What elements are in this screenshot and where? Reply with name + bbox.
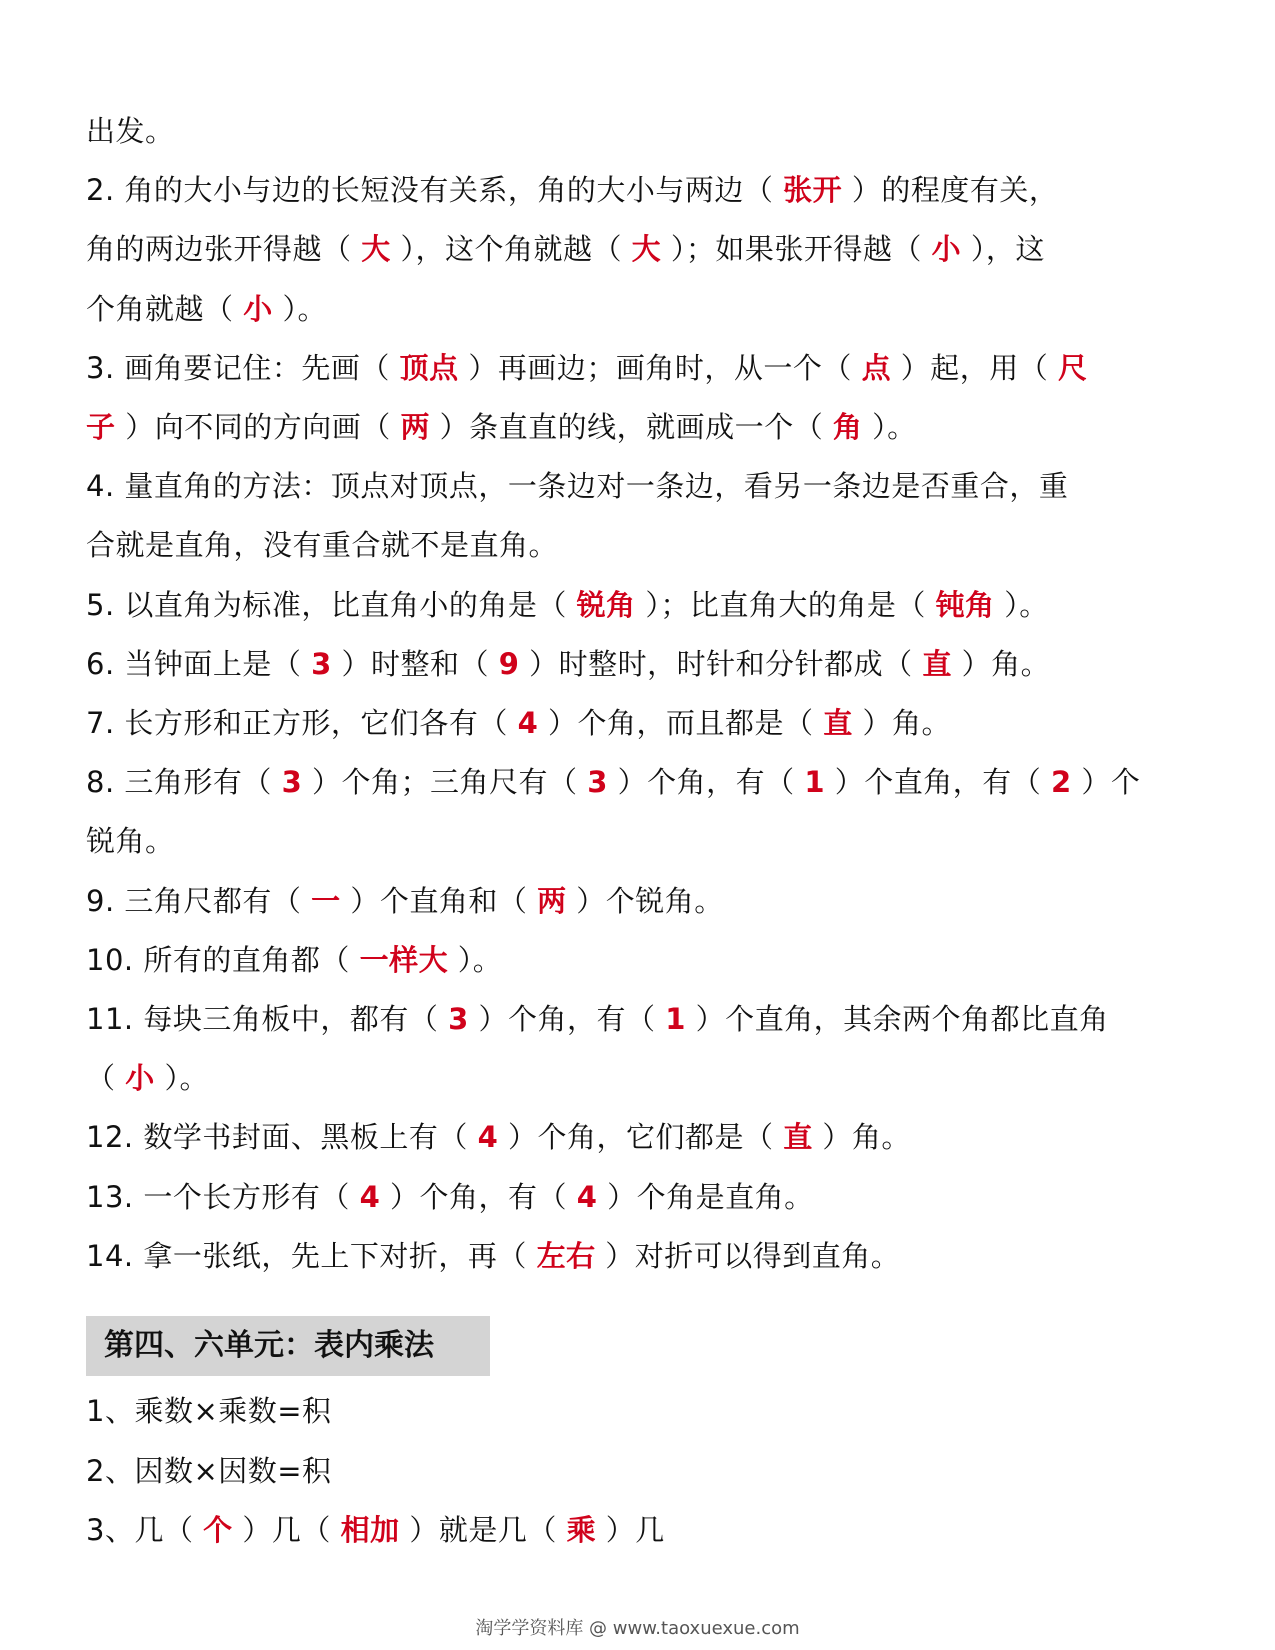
line-text: ）的程度有关， xyxy=(842,173,1059,208)
line-text: 5. 以直角为标准，比直角小的角是（ xyxy=(86,587,577,622)
line-text: ）再画边；画角时，从一个（ xyxy=(458,350,862,385)
answer-blank: 3 xyxy=(448,1002,469,1036)
line-text: ），这 xyxy=(961,232,1045,267)
answer-blank: 4 xyxy=(576,1179,598,1214)
answer-blank: 乘 xyxy=(566,1513,597,1547)
answer-blank: 张开 xyxy=(783,173,843,208)
line-text: ）个角，它们都是（ xyxy=(498,1120,784,1155)
line-text: 12. 数学书封面、黑板上有（ xyxy=(86,1120,478,1155)
line-text: ）角。 xyxy=(852,706,951,740)
text-line xyxy=(86,704,1186,742)
line-text: ）个角，有（ xyxy=(380,1179,577,1214)
line-text: 9. 三角尺都有（ xyxy=(86,883,312,918)
answer-blank: 4 xyxy=(359,1179,381,1214)
line-text: 角的两边张开得越（ xyxy=(86,232,362,267)
line-text: 锐角。 xyxy=(86,824,175,859)
line-text: 3. 画角要记住：先画（ xyxy=(86,350,400,385)
line-text: ）。 xyxy=(272,291,327,326)
line-text: ）条直直的线，就画成一个（ xyxy=(429,410,833,444)
answer-blank: 直 xyxy=(823,706,853,740)
line-text: 7. 长方形和正方形，它们各有（ xyxy=(86,706,518,740)
answer-blank: 点 xyxy=(861,350,892,385)
line-text: ）几 xyxy=(596,1513,665,1547)
line-text: 3、几（ xyxy=(86,1513,204,1547)
line-text: ）时整和（ xyxy=(331,646,499,681)
line-text: ）个直角和（ xyxy=(340,883,538,918)
text-line xyxy=(86,1000,1186,1038)
section-title: 第四、六单元：表内乘法 xyxy=(104,1328,434,1363)
line-text: 13. 一个长方形有（ xyxy=(86,1179,360,1214)
line-text: 6. 当钟面上是（ xyxy=(86,646,312,681)
text-line xyxy=(86,941,1186,979)
text-line xyxy=(86,171,1186,209)
line-text: ）。 xyxy=(448,942,503,977)
text-line xyxy=(86,586,1186,624)
answer-blank: 小 xyxy=(125,1061,155,1096)
answer-blank: 尺 xyxy=(1058,350,1088,385)
text-line xyxy=(86,1237,1186,1275)
line-text: ）个直角，有（ xyxy=(825,765,1051,800)
line-text: ）；比直角大的角是（ xyxy=(635,587,936,622)
answer-blank: 相加 xyxy=(340,1513,400,1547)
line-text: 14. 拿一张纸，先上下对折，再（ xyxy=(86,1238,537,1273)
text-line xyxy=(86,1392,1186,1430)
section-header xyxy=(86,1316,490,1376)
line-text: ）个角，有（ xyxy=(607,765,805,800)
line-text: ）个直角，其余两个角都比直角 xyxy=(685,1002,1109,1036)
line-text: ）角。 xyxy=(812,1120,911,1155)
answer-blank: 4 xyxy=(477,1120,499,1155)
answer-blank: 小 xyxy=(931,232,962,267)
line-text: 10. 所有的直角都（ xyxy=(86,942,360,977)
line-text: 4. 量直角的方法：顶点对顶点，一条边对一条边，看另一条边是否重合，重 xyxy=(86,469,1069,504)
answer-blank: 角 xyxy=(832,410,863,444)
line-text: ）时整时，时针和分针都成（ xyxy=(519,646,923,681)
answer-blank: 1 xyxy=(665,1002,686,1036)
answer-blank: 锐角 xyxy=(576,587,636,622)
answer-blank: 3 xyxy=(311,646,332,681)
line-text: ）就是几（ xyxy=(399,1513,567,1547)
line-text: 2. 角的大小与边的长短没有关系，角的大小与两边（ xyxy=(86,173,784,208)
text-line xyxy=(86,1118,1186,1156)
answer-blank: 顶点 xyxy=(399,350,459,385)
line-text: ）对折可以得到直角。 xyxy=(595,1238,901,1273)
text-line xyxy=(86,645,1186,683)
line-text: ）。 xyxy=(862,410,917,444)
answer-blank: 大 xyxy=(631,232,662,267)
text-line xyxy=(86,1059,1186,1097)
line-text: ）几（ xyxy=(232,1513,341,1547)
text-line xyxy=(86,1452,1186,1490)
line-text: （ xyxy=(86,1061,126,1096)
line-text: ）个角是直角。 xyxy=(597,1179,814,1214)
line-text: 8. 三角形有（ xyxy=(86,765,282,800)
answer-blank: 直 xyxy=(922,646,952,681)
answer-blank: 9 xyxy=(498,646,520,681)
line-text: ）个锐角。 xyxy=(566,883,724,918)
answer-blank: 一样大 xyxy=(359,942,449,977)
line-text: ）个角，有（ xyxy=(468,1002,666,1036)
answer-blank: 2 xyxy=(1050,765,1072,800)
text-line xyxy=(86,230,1186,268)
text-line xyxy=(86,467,1186,505)
line-text: 1、乘数×乘数=积 xyxy=(86,1394,332,1428)
text-line xyxy=(86,526,1186,564)
text-line xyxy=(86,112,1186,150)
line-text: ）；如果张开得越（ xyxy=(661,232,932,267)
text-line xyxy=(86,1511,1186,1549)
line-text: ）起，用（ xyxy=(891,350,1059,385)
answer-blank: 大 xyxy=(361,232,391,267)
line-text: ），这个角就越（ xyxy=(390,232,632,267)
text-line xyxy=(86,408,1186,446)
line-text: ）向不同的方向画（ xyxy=(115,410,401,444)
text-line xyxy=(86,822,1186,860)
line-text: 个角就越（ xyxy=(86,291,244,326)
line-text: 2、因数×因数=积 xyxy=(86,1453,332,1488)
line-text: ）角。 xyxy=(951,646,1051,681)
answer-blank: 4 xyxy=(517,706,539,740)
line-text: ）个 xyxy=(1071,765,1141,800)
answer-blank: 直 xyxy=(783,1120,813,1155)
answer-blank: 个 xyxy=(203,1513,233,1547)
answer-blank: 3 xyxy=(587,765,608,800)
answer-blank: 小 xyxy=(243,291,273,326)
line-text: 出发。 xyxy=(86,114,175,148)
text-line xyxy=(86,290,1186,328)
answer-blank: 子 xyxy=(86,410,116,444)
line-text: 合就是直角，没有重合就不是直角。 xyxy=(86,528,559,563)
line-text: ）。 xyxy=(994,587,1049,622)
answer-blank: 两 xyxy=(400,410,430,444)
text-line xyxy=(86,349,1186,387)
answer-blank: 一 xyxy=(311,883,341,918)
line-text: ）个角；三角尺有（ xyxy=(302,765,588,800)
answer-blank: 1 xyxy=(804,765,826,800)
answer-blank: 两 xyxy=(537,883,567,918)
text-line xyxy=(86,1178,1186,1216)
line-text: 11. 每块三角板中，都有（ xyxy=(86,1002,449,1036)
text-line xyxy=(86,763,1186,801)
line-text: ）。 xyxy=(154,1061,209,1096)
line-text: ）个角，而且都是（ xyxy=(538,706,824,740)
answer-blank: 钝角 xyxy=(935,587,995,622)
text-line xyxy=(86,882,1186,920)
answer-blank: 3 xyxy=(281,765,303,800)
answer-blank: 左右 xyxy=(536,1238,596,1273)
footer-watermark: 淘学学资料库 @ www.taoxuexue.com xyxy=(475,1618,800,1639)
